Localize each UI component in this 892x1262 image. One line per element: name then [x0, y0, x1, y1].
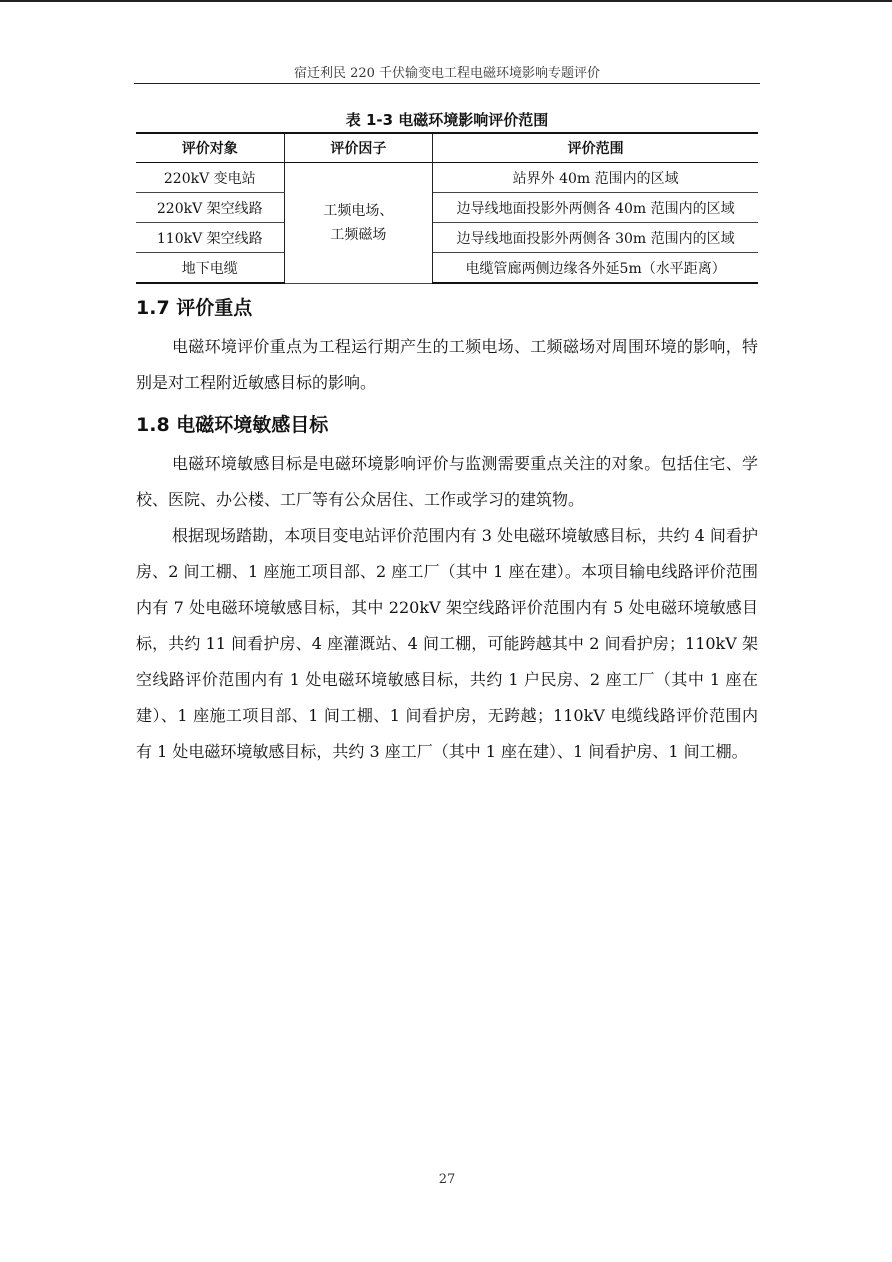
- cell-object: 110kV 架空线路: [136, 223, 284, 253]
- paragraph-sensitive-targets-survey: 根据现场踏勘，本项目变电站评价范围内有 3 处电磁环境敏感目标，共约 4 间看护房、2 间工棚、1 座施工项目部、2 座工厂（其中 1 座在建）。本项目输电线路评价范围内有 7 处电磁环境敏感目标，其中 220kV 架空线路评价范围内有 5 处电磁环境敏感目标，共约 11 间看护房、4 座灌溉站、4 间工棚，可能跨越其中 2 间看护房；110kV 架空线路评价范围内有 1 处电磁环境敏感目标，共约 1 户民房、2 座工厂（其中 1 座在建）、1 座施工项目部、1 间工棚、1 间看护房，无跨越；110kV 电缆线路评价范围内有 1 处电磁环境敏感目标，共约 3 座工厂（其中 1 座在建）、1 间看护房、1 间工棚。: [136, 526, 758, 761]
- table-row: [136, 163, 758, 193]
- page-number: 27: [438, 1172, 456, 1187]
- factor-text: 工频电场、工频磁场: [323, 202, 394, 243]
- cell-range: 边导线地面投影外两侧各 30m 范围内的区域: [433, 223, 758, 253]
- paragraph-sensitive-targets-definition: 电磁环境敏感目标是电磁环境影响评价与监测需要重点关注的对象。包括住宅、学校、医院、办公楼、工厂等有公众居住、工作或学习的建筑物。: [136, 454, 758, 509]
- table-header-row: [136, 133, 758, 163]
- section-heading-evaluation-focus: 1.7 评价重点: [136, 297, 253, 319]
- paragraph-evaluation-focus: 电磁环境评价重点为工程运行期产生的工频电场、工频磁场对周围环境的影响，特别是对工程附近敏感目标的影响。: [136, 337, 758, 392]
- table-row: [136, 223, 758, 253]
- table-caption: 表 1-3 电磁环境影响评价范围: [345, 111, 549, 129]
- column-header-factor: 评价因子: [284, 133, 433, 163]
- column-header-object: 评价对象: [136, 133, 284, 163]
- column-header-range: 评价范围: [433, 133, 758, 163]
- cell-object: 220kV 架空线路: [136, 193, 284, 223]
- cell-object: 220kV 变电站: [136, 163, 284, 193]
- section-heading-sensitive-targets: 1.8 电磁环境敏感目标: [136, 414, 329, 436]
- header-rule: [134, 83, 760, 84]
- cell-range: 站界外 40m 范围内的区域: [433, 163, 758, 193]
- evaluation-scope-table: [136, 132, 758, 284]
- cell-range: 电缆管廊两侧边缘各外延5m（水平距离）: [433, 253, 758, 284]
- cell-factor: [284, 163, 433, 284]
- cell-object: 地下电缆: [136, 253, 284, 284]
- table-row: [136, 193, 758, 223]
- page-top-border: [0, 0, 892, 2]
- running-header: 宿迁利民 220 千伏输变电工程电磁环境影响专题评价: [293, 66, 601, 81]
- table-row: [136, 253, 758, 284]
- cell-range: 边导线地面投影外两侧各 40m 范围内的区域: [433, 193, 758, 223]
